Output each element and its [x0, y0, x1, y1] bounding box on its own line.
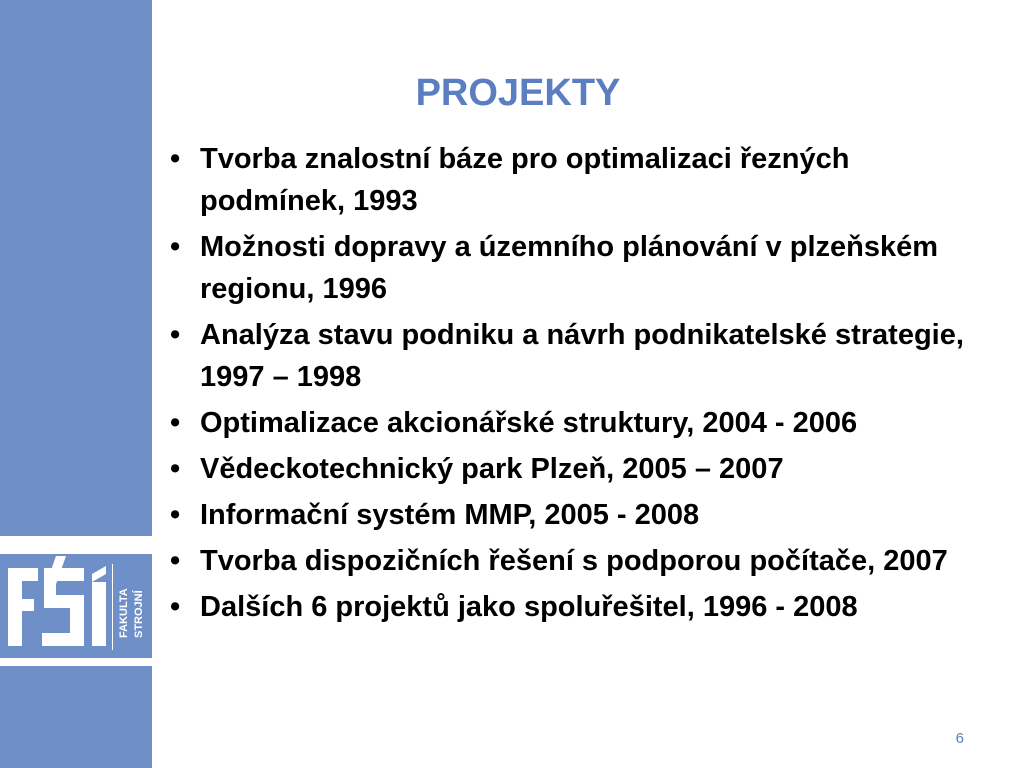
project-item-1: • Tvorba znalostní báze pro optimalizaci řezných podmínek, 1993 [170, 138, 1000, 222]
slide-title [0, 72, 1024, 115]
project-item-5: • Vědeckotechnický park Plzeň, 2005 – 2007 [170, 448, 1000, 490]
fsi-logo [0, 554, 152, 658]
project-item-4: • Optimalizace akcionářské struktury, 2004 - 2006 [170, 402, 1000, 444]
project-item-2: • Možnosti dopravy a územního plánování v plzeňském regionu, 1996 [170, 226, 1000, 310]
logo-text-fakulta: FAKULTA [118, 588, 130, 638]
sidebar-divider-lower [0, 658, 152, 666]
project-item-7: • Tvorba dispozičních řešení s podporou počítače, 2007 [170, 540, 1000, 582]
project-item-8: • Dalších 6 projektů jako spoluřešitel, 1996 - 2008 [170, 586, 1000, 628]
project-list [170, 138, 1000, 632]
project-item-3: • Analýza stavu podniku a návrh podnikatelské strategie, 1997 – 1998 [170, 314, 1000, 398]
project-item-6: • Informační systém MMP, 2005 - 2008 [170, 494, 1000, 536]
sidebar-divider [0, 536, 152, 554]
logo-text-strojni: STROJNÍ [133, 590, 145, 638]
page-number: 6 [955, 730, 964, 747]
slide-title-text: PROJEKTY [415, 72, 621, 114]
